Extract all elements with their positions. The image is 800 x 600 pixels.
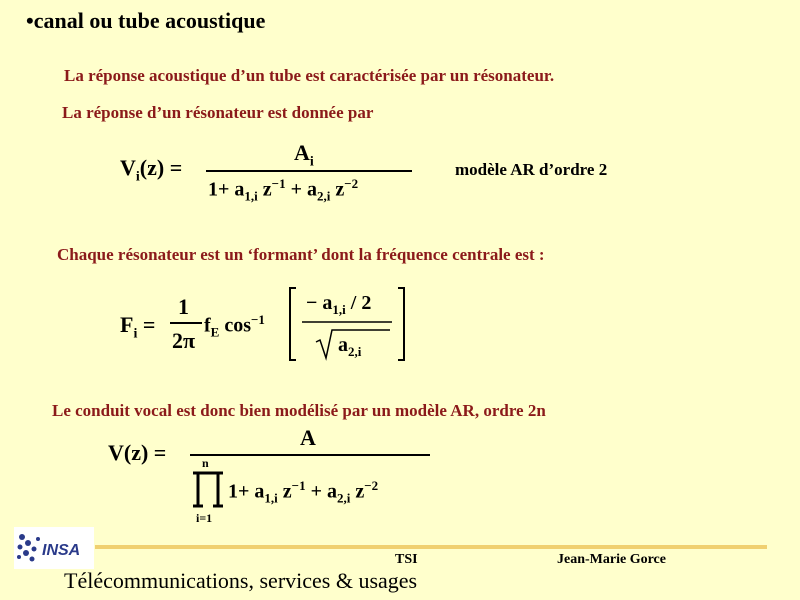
equation-fi-inner-denominator: $a_{2,i}$ <box>338 334 362 359</box>
footer-author: Jean-Marie Gorce <box>557 552 666 567</box>
equation-fi-inner-numerator: − $a_{1,i} / 2$ <box>306 292 372 317</box>
ar-model-label: modèle AR d’ordre 2 <box>455 160 608 179</box>
equation-v-lhs: V(z) = <box>108 440 167 465</box>
equation-fi-denominator: 2π <box>172 328 196 353</box>
equation-fi-lhs: $F_i$ = <box>120 312 156 342</box>
equation-vi-denominator: $1+ a_{1,i}$ $z^{-1} + a_{2,i}$ $z^{-2}$ <box>208 176 359 204</box>
text-line-3: Chaque résonateur est un ‘formant’ dont la fréquence centrale est : <box>57 245 545 264</box>
equation-v-denominator: $1+ a_{1,i}$ $z^{-1} + a_{2,i}$ $z^{-2}$ <box>228 478 379 506</box>
text-line-1: La réponse acoustique d’un tube est caractérisée par un résonateur. <box>64 66 555 85</box>
equation-vi-numerator: $A_i$ <box>294 140 314 170</box>
equation-fi-fraction-bar <box>170 322 202 324</box>
footer-divider <box>95 545 767 549</box>
footer-course: TSI <box>395 552 418 567</box>
equation-v-product-lower: i=1 <box>196 511 213 525</box>
slide-title: •canal ou tube acoustique <box>26 8 266 33</box>
equation-vi-lhs: $V_i(z)$ = <box>120 155 183 185</box>
product-symbol-icon <box>191 470 225 508</box>
equation-v-numerator: A <box>300 425 316 450</box>
equation-v-fraction-bar <box>190 454 430 456</box>
footer-subtitle: Télécommunications, services & usages <box>64 568 418 593</box>
equation-fi-middle: $f_E$ $\cos^{-1}$ <box>204 312 265 340</box>
text-line-2: La réponse d’un résonateur est donnée par <box>62 103 374 122</box>
text-line-4: Le conduit vocal est donc bien modélisé par un modèle AR, ordre 2n <box>52 401 546 420</box>
equation-fi-numerator: 1 <box>178 294 189 319</box>
insa-logo <box>14 527 94 569</box>
svg-text:INSA: INSA <box>42 542 81 559</box>
equation-vi-fraction-bar <box>206 170 412 172</box>
equation-v-product-upper: n <box>202 456 209 470</box>
